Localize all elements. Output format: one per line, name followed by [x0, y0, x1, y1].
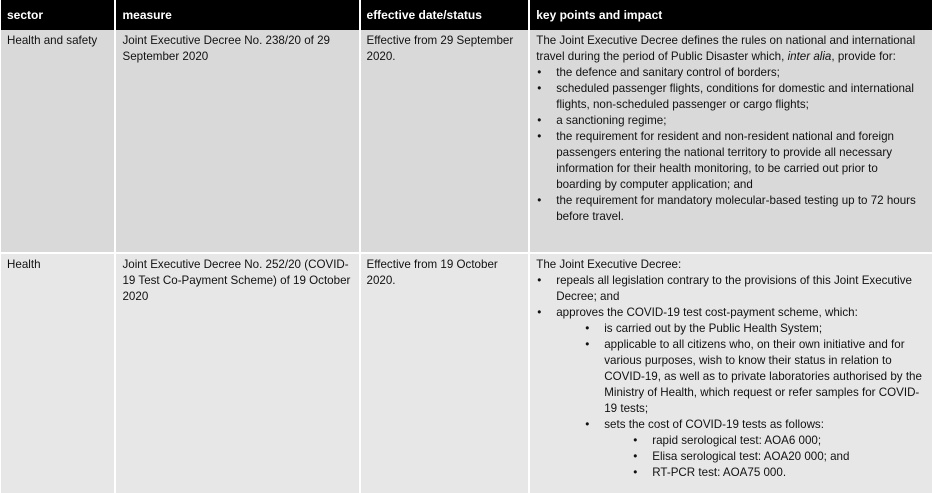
sub-list-item-text: sets the cost of COVID-19 tests as follows: — [604, 418, 824, 431]
list-item: • scheduled passenger flights, conditions for domestic and international flights, non-scheduled passenger or cargo flights; — [556, 81, 926, 113]
key-points-cell — [530, 30, 932, 254]
sub-list-item: • is carried out by the Public Health System; — [604, 321, 926, 337]
header-row — [1, 0, 932, 30]
list-item: • the defence and sanitary control of borders; — [556, 65, 926, 81]
header-effective-date: effective date/status — [361, 0, 529, 30]
key-points-list — [536, 65, 926, 225]
list-item — [556, 305, 926, 481]
list-item: • the requirement for resident and non-resident national and foreign passengers entering the national territory to provide all necessary information for their health monitoring, to be carried out prior to boarding by computer application; and — [556, 129, 926, 193]
header-sector: sector — [1, 0, 114, 30]
cost-list — [604, 433, 926, 481]
effective-cell: Effective from 29 September 2020. — [361, 30, 529, 254]
header-key-points: key points and impact — [530, 0, 932, 30]
cost-item: • rapid serological test: AOA6 000; — [652, 433, 926, 449]
sub-list-item: • applicable to all citizens who, on their own initiative and for various purposes, wish to know their status in relation to COVID-19, as well as to private laboratories authorised by the Ministry of Health, which request or refer samples for COVID-19 tests; — [604, 337, 926, 417]
key-points-cell — [530, 254, 932, 493]
sub-list-item — [604, 417, 926, 481]
intro-text: The Joint Executive Decree defines the rules on national and international travel during the period of Public Disaster which, — [536, 34, 916, 63]
sub-list — [556, 321, 926, 481]
measure-cell: Joint Executive Decree No. 238/20 of 29 September 2020 — [116, 30, 358, 254]
table-row — [1, 30, 932, 254]
cost-item: • RT-PCR test: AOA75 000. — [652, 465, 926, 481]
key-points-list — [536, 273, 926, 481]
sector-cell: Health — [1, 254, 114, 493]
intro-italic: inter alia — [787, 50, 832, 63]
list-item: • repeals all legislation contrary to the provisions of this Joint Executive Decree; and — [556, 273, 926, 305]
table-row — [1, 254, 932, 493]
sector-cell: Health and safety — [1, 30, 114, 254]
header-measure: measure — [116, 0, 358, 30]
key-points-intro: The Joint Executive Decree: — [536, 258, 682, 271]
list-item: • the requirement for mandatory molecular-based testing up to 72 hours before travel. — [556, 193, 926, 225]
cost-item: • Elisa serological test: AOA20 000; and — [652, 449, 926, 465]
intro-text-end: , provide for: — [831, 50, 896, 63]
list-item: • a sanctioning regime; — [556, 113, 926, 129]
list-item-text: approves the COVID-19 test cost-payment scheme, which: — [556, 306, 858, 319]
measure-cell: Joint Executive Decree No. 252/20 (COVID-19 Test Co-Payment Scheme) of 19 October 2020 — [116, 254, 358, 493]
key-points-intro — [536, 33, 926, 65]
effective-cell: Effective from 19 October 2020. — [361, 254, 529, 493]
